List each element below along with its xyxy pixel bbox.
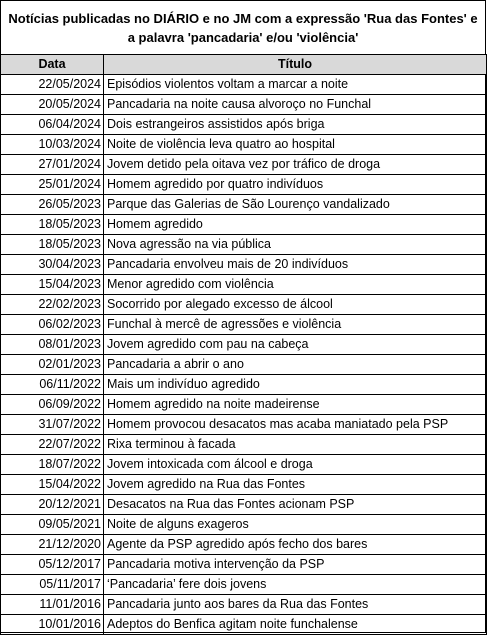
table-row — [1, 75, 487, 95]
table-row — [1, 515, 487, 535]
table-row — [1, 195, 487, 215]
table-row — [1, 595, 487, 615]
table-row — [1, 295, 487, 315]
cell-title[interactable]: Funchal à mercê de agressões e violência — [104, 315, 487, 335]
table-row — [1, 415, 487, 435]
table-row — [1, 315, 487, 335]
sheet-title: Notícias publicadas no DIÁRIO e no JM com a expressão 'Rua das Fontes' e a palavra 'pancadaria' e/ou 'violência' — [0, 0, 485, 54]
cell-title[interactable]: Socorrido por alegado excesso de álcool — [104, 295, 487, 315]
cell-title[interactable]: Desacatos na Rua das Fontes acionam PSP — [104, 495, 487, 515]
cell-date[interactable]: 18/07/2022 — [1, 455, 104, 475]
cell-date[interactable]: 15/04/2022 — [1, 475, 104, 495]
cell-title[interactable]: Pancadaria envolveu mais de 20 indivíduos — [104, 255, 487, 275]
table-row — [1, 395, 487, 415]
table-row — [1, 275, 487, 295]
table-row — [1, 615, 487, 635]
table-row — [1, 95, 487, 115]
table-row — [1, 135, 487, 155]
table-row — [1, 495, 487, 515]
cell-title[interactable]: Noite de alguns exageros — [104, 515, 487, 535]
cell-date[interactable]: 31/07/2022 — [1, 415, 104, 435]
cell-title[interactable]: Rixa terminou à facada — [104, 435, 487, 455]
cell-title[interactable]: Jovem intoxicada com álcool e droga — [104, 455, 487, 475]
cell-title[interactable]: Parque das Galerias de São Lourenço vandalizado — [104, 195, 487, 215]
table-row — [1, 335, 487, 355]
cell-title[interactable]: Jovem agredido na Rua das Fontes — [104, 475, 487, 495]
cell-title[interactable]: Homem agredido na noite madeirense — [104, 395, 487, 415]
cell-date[interactable]: 26/05/2023 — [1, 195, 104, 215]
cell-date[interactable]: 08/01/2023 — [1, 335, 104, 355]
cell-title[interactable]: Homem agredido — [104, 215, 487, 235]
header-row — [1, 55, 487, 75]
table-row — [1, 375, 487, 395]
table-row — [1, 115, 487, 135]
cell-title[interactable]: Jovem agredido com pau na cabeça — [104, 335, 487, 355]
table-row — [1, 255, 487, 275]
cell-title[interactable]: Pancadaria a abrir o ano — [104, 355, 487, 375]
cell-title[interactable]: Adeptos do Benfica agitam noite funchalense — [104, 615, 487, 635]
cell-date[interactable]: 18/05/2023 — [1, 215, 104, 235]
table-row — [1, 175, 487, 195]
cell-title[interactable]: Pancadaria motiva intervenção da PSP — [104, 555, 487, 575]
cell-title[interactable]: Agente da PSP agredido após fecho dos bares — [104, 535, 487, 555]
cell-date[interactable]: 21/12/2020 — [1, 535, 104, 555]
cell-date[interactable]: 05/12/2017 — [1, 555, 104, 575]
cell-date[interactable]: 05/11/2017 — [1, 575, 104, 595]
cell-title[interactable]: Pancadaria na noite causa alvoroço no Funchal — [104, 95, 487, 115]
cell-date[interactable]: 06/09/2022 — [1, 395, 104, 415]
table-row — [1, 455, 487, 475]
cell-title[interactable]: Noite de violência leva quatro ao hospital — [104, 135, 487, 155]
table-body — [1, 75, 487, 635]
table-row — [1, 355, 487, 375]
cell-date[interactable]: 06/04/2024 — [1, 115, 104, 135]
column-header-title[interactable]: Título — [104, 55, 487, 75]
table-row — [1, 435, 487, 455]
cell-title[interactable]: Episódios violentos voltam a marcar a noite — [104, 75, 487, 95]
news-table — [0, 54, 487, 635]
cell-date[interactable]: 10/01/2016 — [1, 615, 104, 635]
column-header-date[interactable]: Data — [1, 55, 104, 75]
cell-date[interactable]: 25/01/2024 — [1, 175, 104, 195]
table-row — [1, 575, 487, 595]
cell-title[interactable]: ‘Pancadaria’ fere dois jovens — [104, 575, 487, 595]
cell-date[interactable]: 10/03/2024 — [1, 135, 104, 155]
cell-title[interactable]: Pancadaria junto aos bares da Rua das Fontes — [104, 595, 487, 615]
cell-date[interactable]: 09/05/2021 — [1, 515, 104, 535]
cell-date[interactable]: 20/05/2024 — [1, 95, 104, 115]
cell-date[interactable]: 22/05/2024 — [1, 75, 104, 95]
cell-date[interactable]: 06/11/2022 — [1, 375, 104, 395]
cell-date[interactable]: 20/12/2021 — [1, 495, 104, 515]
cell-date[interactable]: 27/01/2024 — [1, 155, 104, 175]
table-row — [1, 535, 487, 555]
cell-title[interactable]: Menor agredido com violência — [104, 275, 487, 295]
table-row — [1, 215, 487, 235]
cell-date[interactable]: 30/04/2023 — [1, 255, 104, 275]
table-row — [1, 235, 487, 255]
table-row — [1, 475, 487, 495]
table-row — [1, 555, 487, 575]
cell-date[interactable]: 22/07/2022 — [1, 435, 104, 455]
cell-date[interactable]: 15/04/2023 — [1, 275, 104, 295]
cell-date[interactable]: 11/01/2016 — [1, 595, 104, 615]
cell-title[interactable]: Nova agressão na via pública — [104, 235, 487, 255]
cell-date[interactable]: 18/05/2023 — [1, 235, 104, 255]
cell-title[interactable]: Homem agredido por quatro indivíduos — [104, 175, 487, 195]
cell-date[interactable]: 06/02/2023 — [1, 315, 104, 335]
cell-title[interactable]: Jovem detido pela oitava vez por tráfico de droga — [104, 155, 487, 175]
cell-title[interactable]: Dois estrangeiros assistidos após briga — [104, 115, 487, 135]
cell-title[interactable]: Mais um indivíduo agredido — [104, 375, 487, 395]
table-row — [1, 155, 487, 175]
cell-title[interactable]: Homem provocou desacatos mas acaba maniatado pela PSP — [104, 415, 487, 435]
cell-date[interactable]: 02/01/2023 — [1, 355, 104, 375]
cell-date[interactable]: 22/02/2023 — [1, 295, 104, 315]
